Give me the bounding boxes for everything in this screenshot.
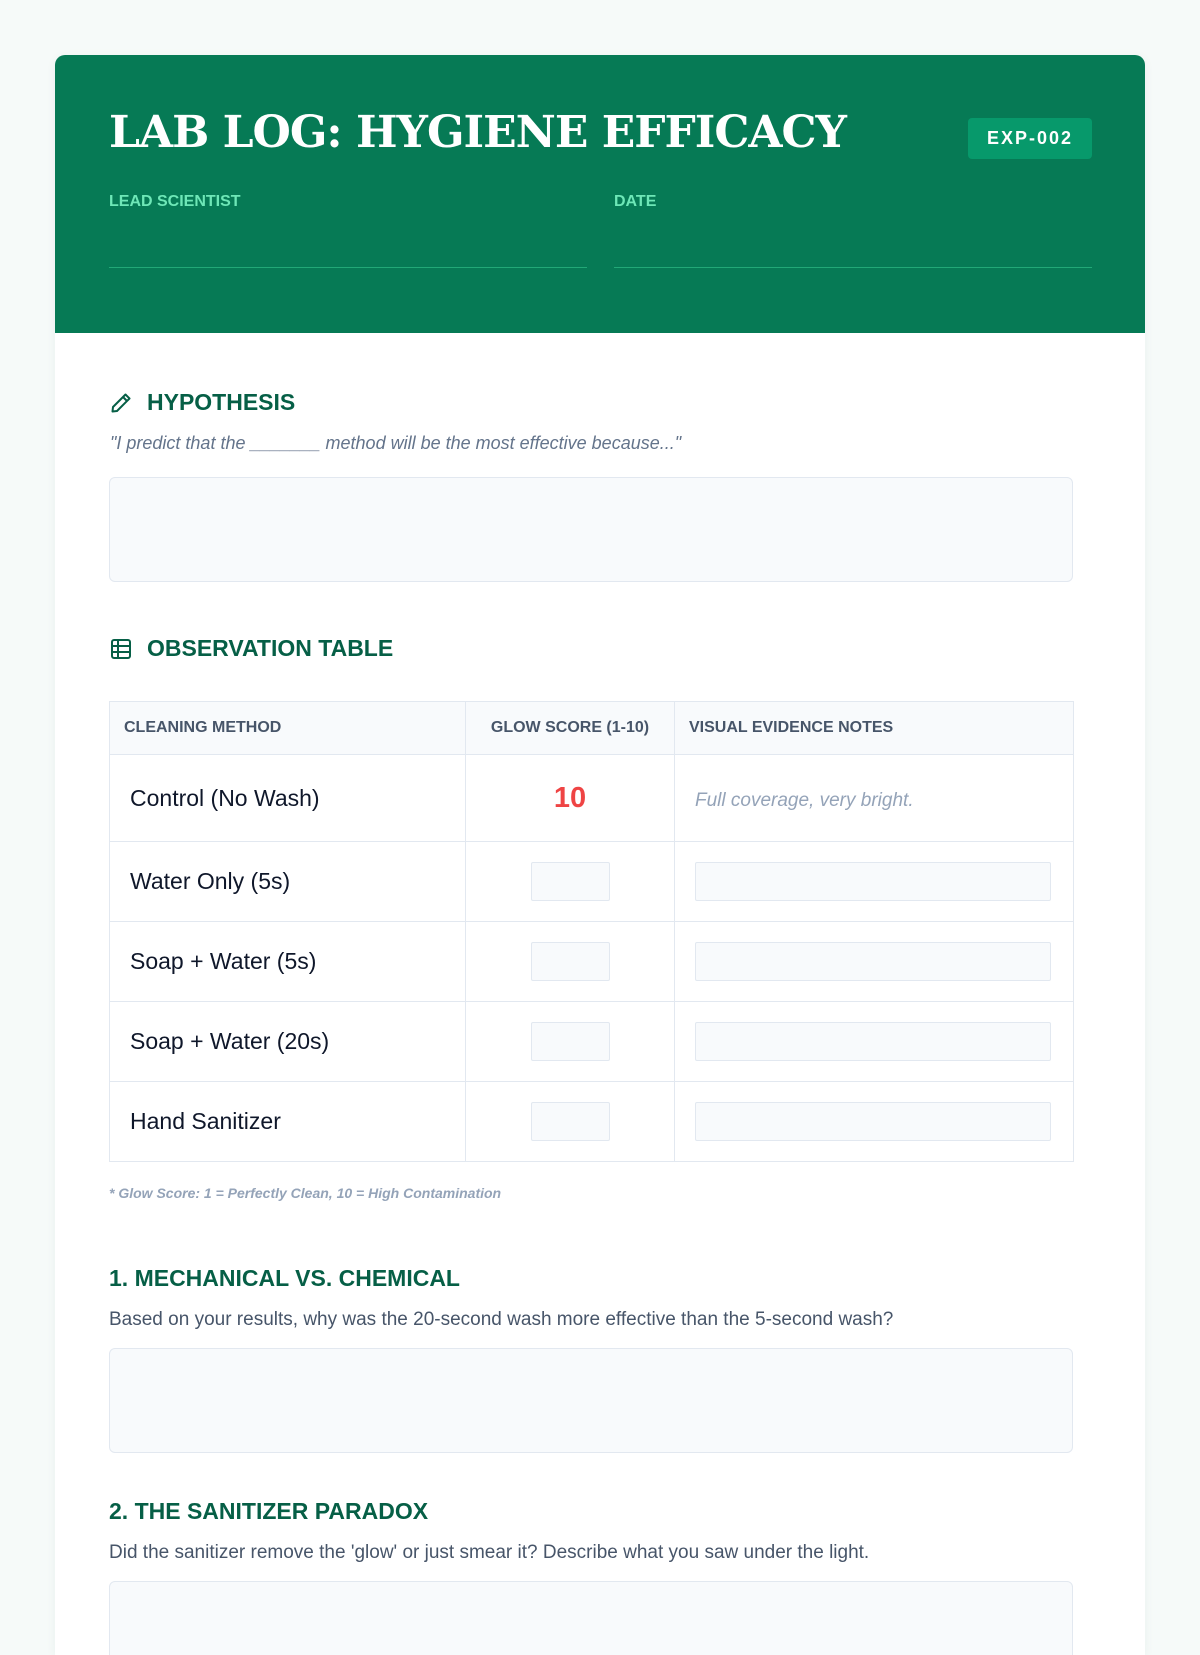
method-cell: Water Only (5s) [110,842,466,922]
pencil-icon [109,391,133,415]
observation-heading-text: OBSERVATION TABLE [147,635,394,661]
lead-scientist-field [109,193,587,268]
method-cell: Soap + Water (5s) [110,922,466,1002]
score-cell [466,1082,675,1162]
question-2-text: Did the sanitizer remove the 'glow' or just smear it? Describe what you saw under the light. [109,1542,870,1563]
column-header-notes: VISUAL EVIDENCE NOTES [675,702,1074,755]
score-cell [466,842,675,922]
table-header-row [110,702,1074,755]
table-icon [109,637,133,661]
notes-cell [675,922,1074,1002]
hypothesis-heading-text: HYPOTHESIS [147,389,296,415]
score-input[interactable] [531,942,610,981]
question-1-answer-box[interactable] [109,1348,1073,1453]
notes-input[interactable] [695,1102,1051,1141]
date-label: DATE [614,193,657,210]
glow-score-footnote: * Glow Score: 1 = Perfectly Clean, 10 = High Contamination [109,1185,502,1201]
page-title: LAB LOG: HYGIENE EFFICACY [109,107,846,158]
score-cell [466,1002,675,1082]
notes-value: Full coverage, very bright. [695,789,914,811]
score-input[interactable] [531,1022,610,1061]
score-input[interactable] [531,862,610,901]
hypothesis-answer-box[interactable] [109,477,1073,582]
lead-scientist-label: LEAD SCIENTIST [109,193,241,210]
hypothesis-prompt: "I predict that the _______ method will be the most effective because..." [110,433,682,453]
method-cell: Soap + Water (20s) [110,1002,466,1082]
score-cell [466,755,675,842]
table-row [110,1002,1074,1082]
hypothesis-heading [109,389,295,416]
lab-log-card [55,55,1145,1655]
header [55,55,1145,333]
observation-heading [109,635,393,662]
method-cell: Control (No Wash) [110,755,466,842]
date-field [614,193,1092,268]
method-cell: Hand Sanitizer [110,1082,466,1162]
date-input[interactable] [614,219,1092,268]
score-input[interactable] [531,1102,610,1141]
notes-cell [675,1002,1074,1082]
column-header-method: CLEANING METHOD [110,702,466,755]
notes-cell [675,755,1074,842]
experiment-badge: EXP-002 [968,118,1092,159]
question-1-text: Based on your results, why was the 20-second wash more effective than the 5-second wash? [109,1309,894,1330]
notes-cell [675,1082,1074,1162]
lead-scientist-input[interactable] [109,219,587,268]
observation-table [109,701,1074,1162]
notes-input[interactable] [695,942,1051,981]
table-row [110,1082,1074,1162]
score-value: 10 [553,781,587,814]
notes-input[interactable] [695,862,1051,901]
question-1-title: 1. MECHANICAL VS. CHEMICAL [109,1265,460,1291]
table-row [110,922,1074,1002]
table-row [110,755,1074,842]
notes-cell [675,842,1074,922]
question-2-title: 2. THE SANITIZER PARADOX [109,1498,429,1524]
column-header-score: GLOW SCORE (1-10) [466,702,675,755]
notes-input[interactable] [695,1022,1051,1061]
question-2-answer-box[interactable] [109,1581,1073,1655]
table-row [110,842,1074,922]
score-cell [466,922,675,1002]
